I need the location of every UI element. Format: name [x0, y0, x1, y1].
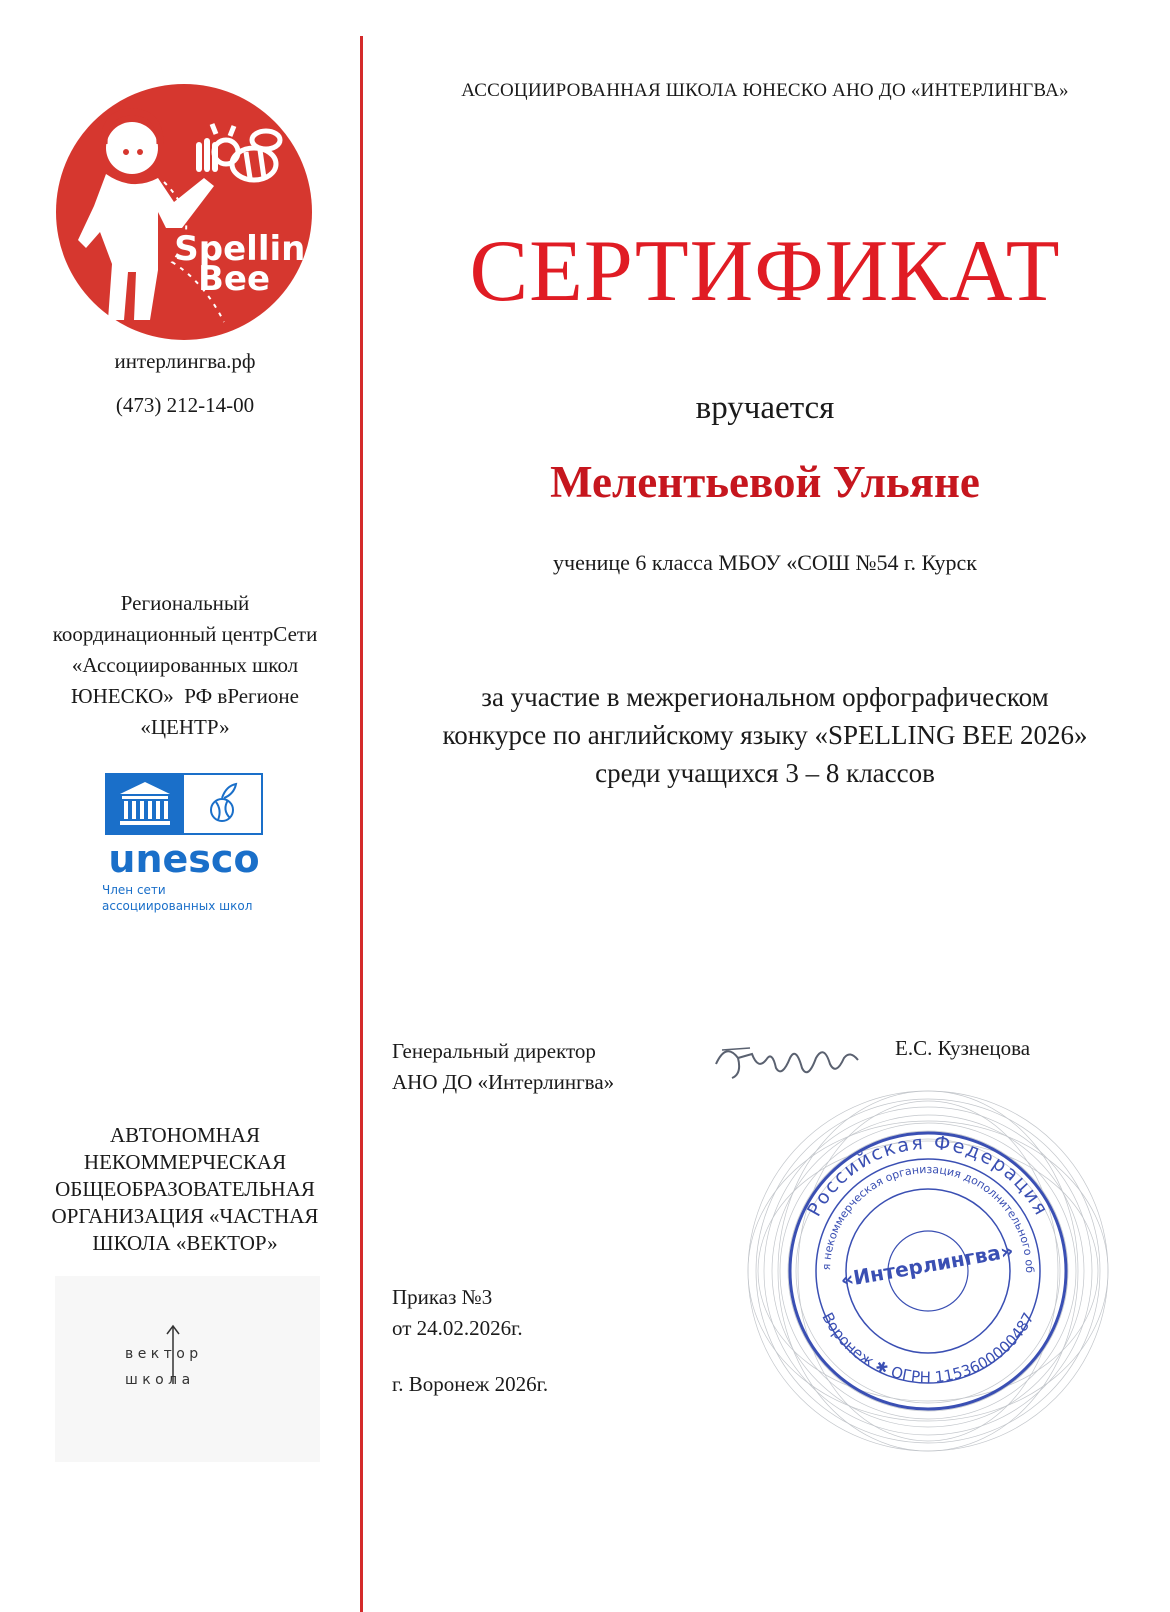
- director-title: [392, 1036, 614, 1098]
- vektor-bottom-text: ш к о л а: [125, 1372, 191, 1388]
- recipient-name: Мелентьевой Ульяне: [550, 457, 980, 507]
- order-number: Приказ №3: [392, 1285, 493, 1309]
- city-year: г. Воронеж 2026г.: [392, 1372, 549, 1396]
- regional-line: ЮНЕСКО» РФ вРегионе: [71, 684, 299, 708]
- signer-name: Е.С. Кузнецова: [895, 1036, 1031, 1060]
- phone: (473) 212-14-00: [115, 393, 255, 417]
- org-line: ШКОЛА «ВЕКТОР»: [92, 1231, 278, 1255]
- seal-center-text: «Интерлингва»: [838, 1238, 1016, 1293]
- vektor-top-text: в е к т о р: [125, 1346, 199, 1362]
- order-date: от 24.02.2026г.: [392, 1316, 523, 1340]
- regional-line: Региональный: [120, 591, 250, 615]
- logo-text-spelling: Spelling: [174, 229, 330, 269]
- org-line: ОБЩЕОБРАЗОВАТЕЛЬНАЯ: [55, 1177, 315, 1201]
- organization-name: [30, 1122, 340, 1257]
- director-line: Генеральный директор: [392, 1039, 596, 1063]
- association-header: АССОЦИИРОВАННАЯ ШКОЛА ЮНЕСКО АНО ДО «ИНТЕРЛИНГВА»: [461, 80, 1069, 101]
- order-info: [392, 1282, 523, 1344]
- seal-inner-text: я некоммерческая организация дополнительного об: [819, 1162, 1037, 1274]
- org-line: АВТОНОМНАЯ: [110, 1123, 260, 1147]
- handwritten-signature: [712, 1034, 862, 1094]
- director-line: АНО ДО «Интерлингва»: [392, 1070, 615, 1094]
- seal-bottom-text: Воронеж ✱ ОГРН 1153600000487: [818, 1309, 1038, 1387]
- reason-line: за участие в межрегиональном орфографическом: [481, 682, 1049, 712]
- unesco-logo: [100, 772, 270, 922]
- unesco-sub-2: ассоциированных школ: [102, 899, 253, 913]
- vertical-divider: [360, 36, 363, 1612]
- seal-outer-text: Российская Федерация: [803, 1131, 1053, 1221]
- student-info: ученице 6 класса МБОУ «СОШ №54 г. Курск: [553, 550, 977, 575]
- spelling-bee-logo: [54, 82, 330, 342]
- reason-line: конкурсе по английскому языку «SPELLING BEE 2026»: [442, 720, 1088, 750]
- svg-text:Воронеж ✱ ОГРН 1153600000487: [818, 1310, 1037, 1387]
- unesco-sub-1: Член сети: [102, 883, 166, 897]
- unesco-wordmark: unesco: [108, 837, 260, 881]
- logo-text-bee: Bee: [197, 259, 271, 299]
- regional-line: «ЦЕНТР»: [140, 715, 230, 739]
- org-line: ОРГАНИЗАЦИЯ «ЧАСТНАЯ: [51, 1204, 319, 1228]
- vektor-school-logo: [55, 1276, 320, 1462]
- org-line: НЕКОММЕРЧЕСКАЯ: [83, 1150, 287, 1174]
- regional-line: «Ассоциированных школ: [71, 653, 299, 677]
- award-reason: [390, 678, 1140, 792]
- regional-center-text: [40, 588, 330, 743]
- regional-line: координационный центрСети: [52, 622, 318, 646]
- certificate-title: СЕРТИФИКАТ: [469, 223, 1061, 320]
- official-seal: [728, 1076, 1128, 1466]
- website: интерлингва.рф: [114, 349, 256, 373]
- handed-text: вручается: [695, 390, 835, 426]
- reason-line: среди учащихся 3 – 8 классов: [595, 758, 935, 788]
